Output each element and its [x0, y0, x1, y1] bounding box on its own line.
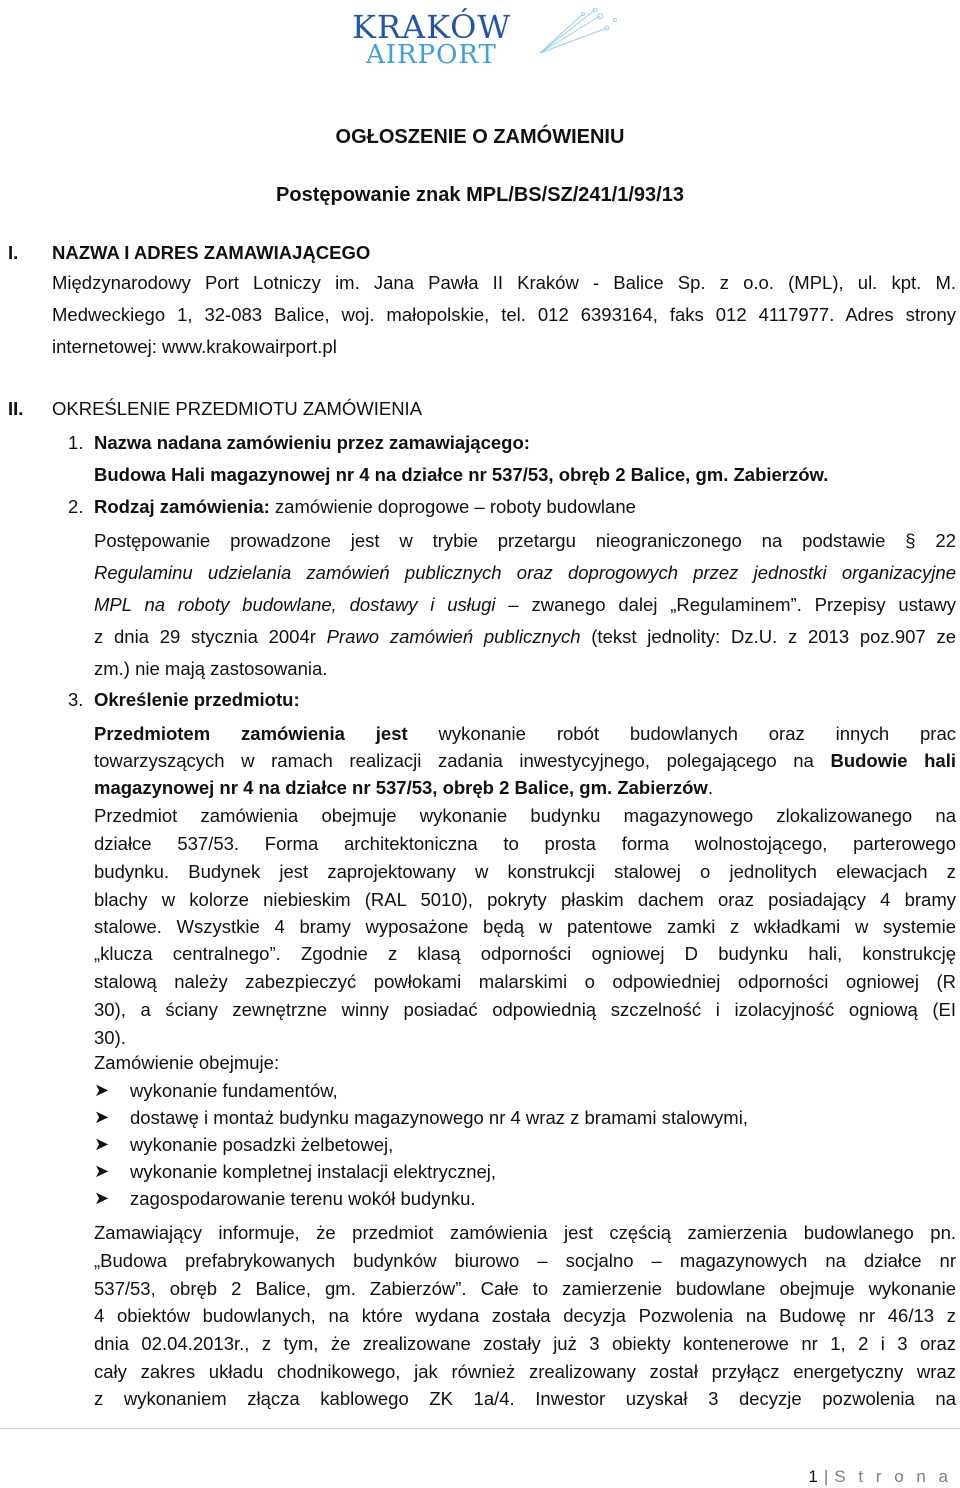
item-3-number: 3. [68, 689, 84, 710]
item-3-text [94, 747, 956, 775]
item-2-text [94, 591, 956, 619]
footer-divider [0, 1428, 960, 1429]
item-1-number: 1. [68, 432, 84, 453]
list-item: dostawę i montaż budynku magazynowego nr 4 wraz z bramami stalowymi, [130, 1107, 748, 1128]
law-ref: (tekst jednolity: Dz.U. z 2013 poz.907 ze [580, 626, 956, 647]
page-number: 1 [808, 1467, 818, 1486]
section-1-line: internetowej: www.krakowairport.pl [52, 336, 337, 357]
item-2-line [94, 496, 636, 518]
item-2-label: Rodzaj zamówienia: [94, 496, 270, 517]
item-2-text: Regulaminu udzielania zamówień publicznych oraz doprogowych przez jednostki organizacyjne [94, 562, 956, 583]
section-2-heading: OKREŚLENIE PRZEDMIOTU ZAMÓWIENIA [52, 398, 423, 419]
subject-text: . [707, 777, 713, 798]
arrow-bullet-icon: ➤ [94, 1188, 110, 1208]
page-label: S t r o n a [834, 1467, 952, 1486]
arrow-bullet-icon: ➤ [94, 1080, 110, 1100]
item-1-label: Nazwa nadana zamówieniu przez zamawiającego: [94, 432, 530, 453]
item-2-text: zm.) nie mają zastosowania. [94, 658, 328, 679]
document-subtitle: Postępowanie znak MPL/BS/SZ/241/1/93/13 [276, 184, 684, 206]
section-1-heading: NAZWA I ADRES ZAMAWIAJĄCEGO [52, 242, 371, 263]
section-1-line: Medweckiego 1, 32-083 Balice, woj. małopolskie, tel. 012 6393164, faks 012 4117977. Adres strony [52, 304, 956, 325]
page-footer [808, 1467, 952, 1487]
list-item: zagospodarowanie terenu wokół budynku. [130, 1188, 476, 1209]
section-1-line: Międzynarodowy Port Lotniczy im. Jana Pawła II Kraków - Balice Sp. z o.o. (MPL), ul. kpt. M. [52, 272, 956, 293]
item-3-description: stalowe. Wszystkie 4 bramy wyposażone będą w patentowe zamki z wkładkami w systemie [94, 916, 956, 937]
item-3-description: Przedmiot zamówienia obejmuje wykonanie budynku magazynowego zlokalizowanego na [94, 805, 956, 826]
document-title: OGŁOSZENIE O ZAMÓWIENIU [335, 126, 625, 148]
item-2-text: Postępowanie prowadzone jest w trybie przetargu nieograniczonego na podstawie § 22 [94, 530, 956, 551]
item-3-description: 30), a ściany zewnętrzne winny posiadać odpowiednią szczelność i izolacyjność ogniową (EI [94, 999, 956, 1020]
item-3-info: Zamawiający informuje, że przedmiot zamówienia jest częścią zamierzenia budowlanego pn. [94, 1222, 956, 1243]
item-3-description: działce 537/53. Forma architektoniczna to prosta forma wolnostojącego, parterowego [94, 833, 956, 854]
item-3-description: 30). [94, 1027, 126, 1048]
footer-separator: | [823, 1467, 829, 1486]
subject-name: Budowie hali [830, 750, 957, 771]
arrow-bullet-icon: ➤ [94, 1134, 110, 1154]
arrow-bullet-icon: ➤ [94, 1161, 110, 1181]
item-2-number: 2. [68, 496, 84, 517]
item-1-value: Budowa Hali magazynowej nr 4 na działce nr 537/53, obręb 2 Balice, gm. Zabierzów. [94, 464, 829, 485]
item-3-description: „klucza centralnego”. Zgodnie z klasą odporności ogniowej D budynku hali, konstrukcję [94, 943, 956, 964]
item-3-description: budynku. Budynek jest zaprojektowany w konstrukcji stalowej o jednolitych elewacjach z [94, 861, 956, 882]
logo-text-airport: AIRPORT [366, 40, 497, 70]
item-3-info: 4 obiektów budowlanych, na które wydana została decyzja Pozwolenia na Budowę nr 46/13 z [94, 1305, 956, 1326]
list-item: wykonanie fundamentów, [130, 1080, 338, 1101]
regulation-scope: MPL na roboty budowlane, dostawy i usługi [94, 594, 496, 615]
law-name: Prawo zamówień publicznych [326, 626, 581, 647]
item-3-info: cały zakres układu chodnikowego, jak również zrealizowany został przyłącz energetyczny wraz [94, 1361, 956, 1382]
item-3-info: „Budowa prefabrykowanych budynków biurowo – socjalno – magazynowych na działce nr [94, 1250, 956, 1271]
item-3-info: dnia 02.04.2013r., z tym, że zrealizowane zostały już 3 obiekty kontenerowe nr 1, 2 i 3 oraz [94, 1333, 956, 1354]
subject-name: magazynowej nr 4 na działce nr 537/53, obręb 2 Balice, gm. Zabierzów [94, 777, 708, 798]
item-3-label: Określenie przedmiotu: [94, 689, 300, 710]
list-item: wykonanie kompletnej instalacji elektrycznej, [130, 1161, 497, 1182]
item-3-text [94, 774, 956, 802]
item-3-description: blachy w kolorze niebieskim (RAL 5010), pokryty płaskim dachem oraz posiadający 4 bramy [94, 889, 956, 910]
item-3-info: z wykonaniem złącza kablowego ZK 1a/4. Inwestor uzyskał 3 decyzje pozwolenia na [94, 1388, 956, 1409]
section-1-number: I. [8, 242, 19, 263]
subject-lead: Przedmiotem zamówienia jest [94, 723, 408, 744]
regulation-ref: – zwanego dalej „Regulaminem”. Przepisy ustawy [495, 594, 956, 615]
arrow-bullet-icon: ➤ [94, 1107, 110, 1127]
subject-text: towarzyszących w ramach realizacji zadania inwestycyjnego, polegającego na [94, 750, 831, 771]
item-3-text [94, 720, 956, 748]
item-3-description: stalową należy zabezpieczyć powłokami malarskimi o odpowiedniej odporności ogniowej (R [94, 971, 956, 992]
item-2-value: zamówienie doprogowe – roboty budowlane [269, 496, 636, 517]
item-3-info: 537/53, obręb 2 Balice, gm. Zabierzów”. Całe to zamierzenie budowlane obejmuje wykonanie [94, 1278, 956, 1299]
law-date: z dnia 29 stycznia 2004r [94, 626, 327, 647]
item-2-text [94, 623, 956, 651]
scope-label: Zamówienie obejmuje: [94, 1052, 280, 1073]
logo-text-krakow: KRAKÓW [352, 8, 512, 46]
subject-text: wykonanie robót budowlanych oraz innych prac [407, 723, 956, 744]
section-2-number: II. [8, 398, 24, 419]
list-item: wykonanie posadzki żelbetowej, [130, 1134, 394, 1155]
